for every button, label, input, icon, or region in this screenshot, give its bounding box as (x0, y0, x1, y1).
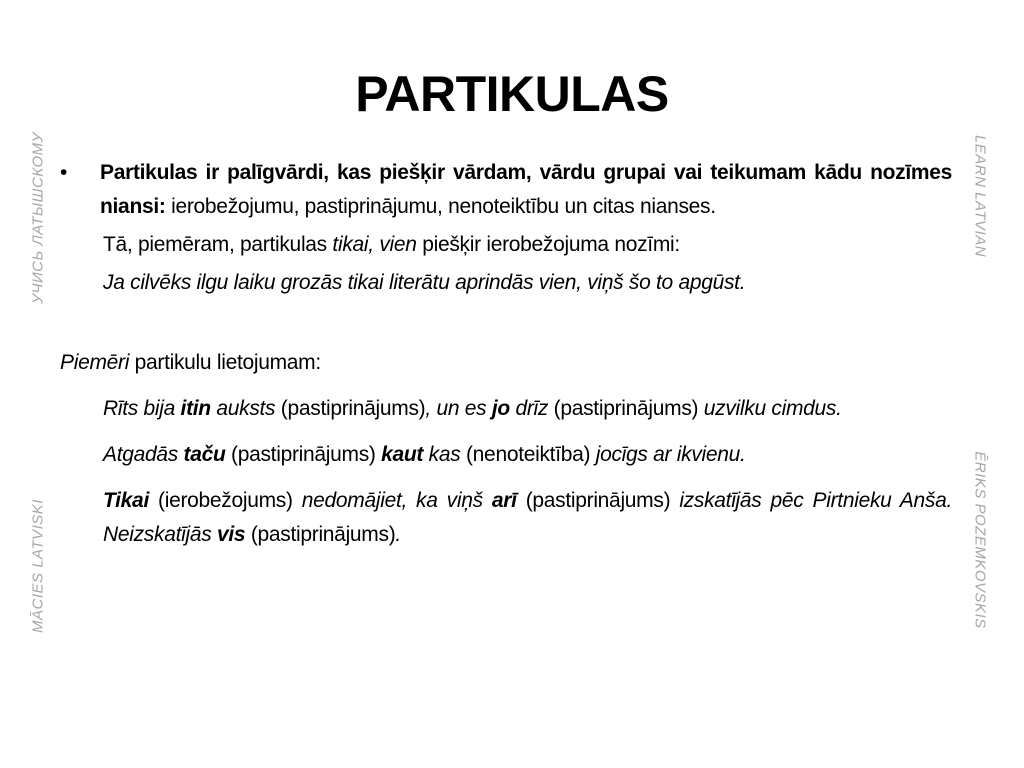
example-text: Rīts bija (103, 397, 181, 420)
note: (pastiprinājums) (225, 443, 382, 466)
definition-rest: ierobežojumu, pastiprinājumu, nenoteiktību un citas nianses. (165, 195, 716, 218)
example-text: izskatījās pēc Pirtnieku Anša. Neizskatījās (103, 489, 952, 546)
example-item (60, 392, 952, 426)
bullet-icon: • (60, 161, 68, 184)
example-text: Atgadās (103, 443, 184, 466)
watermark-english: LEARN LATVIAN (971, 134, 989, 258)
heading-italic: Piemēri (60, 351, 130, 374)
particle: kaut (381, 443, 424, 466)
particle: arī (491, 489, 517, 512)
example-item (60, 438, 952, 472)
slide-title: PARTIKULAS (355, 66, 669, 122)
example-text: , un es (425, 397, 492, 420)
example-text: kas (423, 443, 461, 466)
example-text: uzvilku cimdus. (703, 397, 842, 420)
example-intro (60, 228, 952, 262)
note: (pastiprinājums) (275, 397, 426, 420)
example-text: auksts (210, 397, 276, 420)
example-text: . (395, 523, 401, 546)
watermark-latvian: MĀCIES LATVISKI (29, 499, 47, 633)
intro-text-end: piešķir ierobežojuma nozīmi: (416, 233, 680, 256)
definition-bold: Partikulas ir palīgvārdi, kas piešķir vārdam, vārdu grupai vai teikumam kādu nozīmes niansi: (100, 161, 952, 218)
slide-content (60, 156, 952, 552)
examples-heading (60, 346, 952, 380)
note: (ierobežojums) (148, 489, 302, 512)
watermark-russian: УЧИСЬ ЛАТЫШСКОМУ (29, 132, 47, 304)
note: (pastiprinājums) (516, 489, 680, 512)
definition-bullet (60, 156, 952, 224)
note: (nenoteiktība) (460, 443, 596, 466)
particle: taču (183, 443, 226, 466)
example-text: nedomājiet, ka viņš (301, 489, 492, 512)
intro-particles: tikai, vien (332, 233, 417, 256)
example-item (60, 484, 952, 552)
example-sentence (60, 266, 952, 300)
intro-text: Tā, piemēram, partikulas (103, 233, 333, 256)
watermark-author: ĒRIKS POZEMKOVSKIS (971, 451, 989, 629)
example-sentence-text: Ja cilvēks ilgu laiku grozās tikai literātu aprindās vien, viņš šo to apgūst. (103, 271, 746, 294)
note: (pastiprinājums) (548, 397, 704, 420)
note: (pastiprinājums) (245, 523, 396, 546)
example-text: drīz (509, 397, 549, 420)
spacer (60, 300, 952, 346)
particle: itin (180, 397, 211, 420)
example-text: jocīgs ar ikvienu. (595, 443, 746, 466)
particle: jo (491, 397, 510, 420)
particle: Tikai (103, 489, 149, 512)
particle: vis (216, 523, 246, 546)
heading-rest: partikulu lietojumam: (129, 351, 321, 374)
